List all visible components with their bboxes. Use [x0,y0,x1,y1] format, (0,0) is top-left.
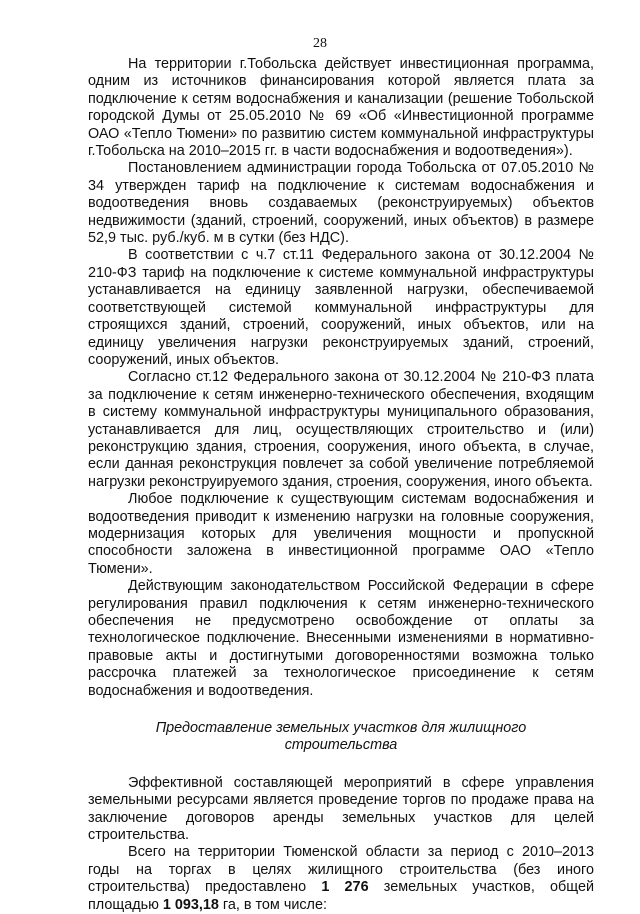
paragraph-land-statistics [88,844,594,914]
land-statistics-middle: земельных участков, общей площадью [88,879,594,913]
total-area: 1 093,18 [162,896,219,913]
land-statistics-intro: Всего на территории Тюменской области за период с 2010–2013 годы на торгах в целях жилищного строительства (без иного строительства) предоставлено [88,844,594,896]
page-number: 28 [313,36,327,51]
paragraph-federal-law-art12: Согласно ст.12 Федерального закона от 30.12.2004 № 210-ФЗ плата за подключение к сетям инженерно-технического обеспечения, входящим в систему коммунальной инфраструктуры муниципального образования, устанавливается для лиц, осуществляющих строительство и (или) реконструкцию здания, строения, сооружения, иного объекта, в случае, если данная реконструкция повлечет за собой увеличение потребляемой нагрузки реконструируемого здания, строения, сооружения, иного объекта. [88,369,594,490]
document-body [88,56,594,914]
plots-count: 1 276 [321,879,369,896]
land-statistics-tail: га, в том числе: [218,896,327,913]
paragraph-investment-program: На территории г.Тобольска действует инвестиционная программа, одним из источников финансирования которой является плата за подключение к сетям водоснабжения и канализации (решение Тобольской городской Думы от 25.05.2010 № 69 «Об «Инвестиционной программе ОАО «Тепло Тюмени» по развитию систем коммунальной инфраструктуры г.Тобольска на 2010–2015 гг. в части водоснабжения и водоотведения»). [88,56,594,160]
paragraph-land-management: Эффективной составляющей мероприятий в сфере управления земельными ресурсами является проведение торгов по продаже права на заключение договоров аренды земельных участков для целей строительства. [88,774,594,844]
section-heading: Предоставление земельных участков для жилищного строительства [155,720,527,754]
paragraph-federal-law-art11: В соответствии с ч.7 ст.11 Федерального закона от 30.12.2004 № 210-ФЗ тариф на подключение к системе коммунальной инфраструктуры устанавливается на единицу заявленной нагрузки, обеспечиваемой соответствующей системой коммунальной инфраструктуры для строящихся зданий, строений, сооружений, иных объектов, или на единицу увеличения нагрузки реконструируемых зданий, строений, сооружений, иных объектов. [88,247,594,368]
paragraph-connection-load: Любое подключение к существующим системам водоснабжения и водоотведения приводит к изменению нагрузки на головные сооружения, модернизация которых для увеличения мощности и пропускной способности заложена в инвестиционной программе ОАО «Тепло Тюмени». [88,491,594,577]
paragraph-tariff-resolution: Постановлением администрации города Тобольска от 07.05.2010 № 34 утвержден тариф на подключение к системам водоснабжения и водоотведения вновь создаваемых (реконструируемых) объектов недвижимости (зданий, строений, сооружений, иных объектов) в размере 52,9 тыс. руб./куб. м в сутки (без НДС). [88,160,594,247]
paragraph-legislation: Действующим законодательством Российской Федерации в сфере регулирования правил подключения к сетям инженерно-технического обеспечения не предусмотрено освобождение от оплаты за технологическое подключение. Внесенными изменениями в нормативно-правовые акты и достигнутыми договоренностями возможна только рассрочка платежей за технологическое присоединение к сетям водоснабжения и водоотведения. [88,578,594,699]
